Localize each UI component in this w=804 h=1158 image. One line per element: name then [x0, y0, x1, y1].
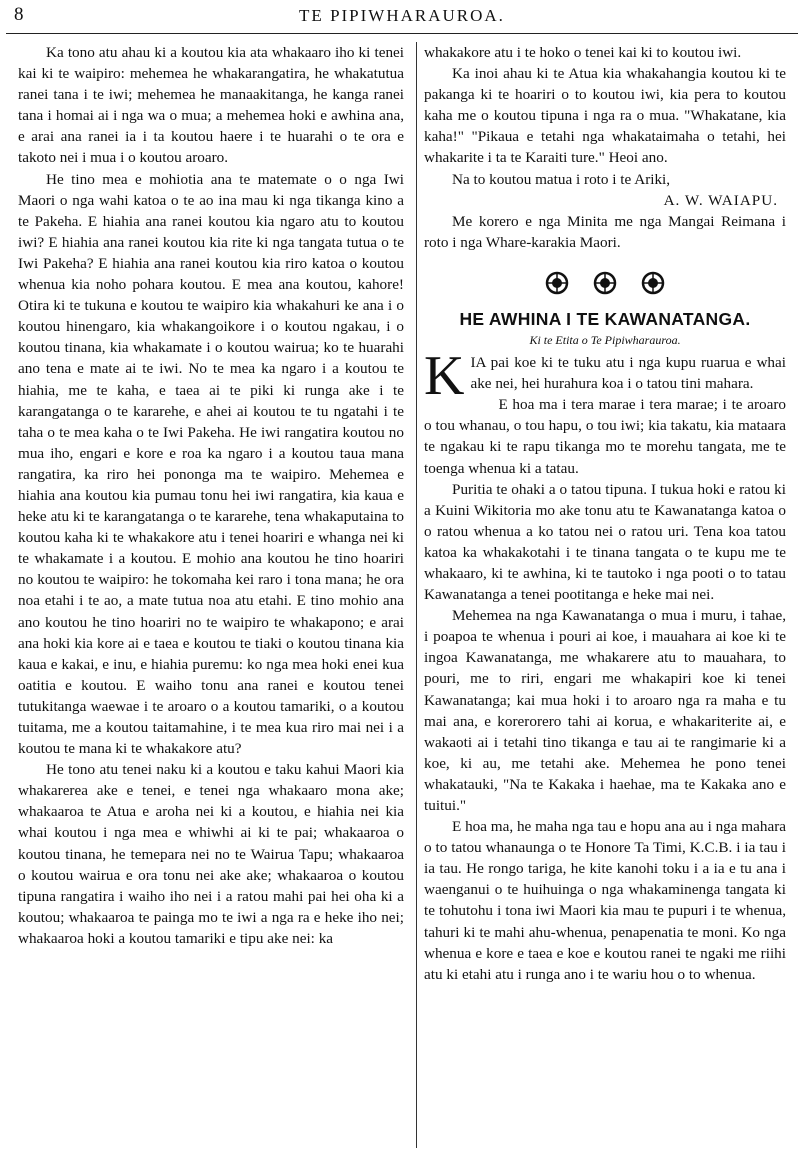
running-title: TE PIPIWHARAUROA. — [299, 6, 505, 25]
body-paragraph: Ka tono atu ahau ki a koutou kia ata whakaaro iho ki tenei kai ki te waipiro: mehemea he whakarangatira, he whakatutua ranei tana i te iwi; mehemea he manaakitanga, he kanga ranei tana i homai ai i nga wa o mua; a mehemea hoki e awhina ana, e arai ana ranei ia i ta koutou haere i te huarahi o te ora e takoto nei i mua i o koutou aroaro. — [18, 44, 404, 167]
article-paragraph: E hoa ma, he maha nga tau e hopu ana au i nga mahara o to tatou whanaunga o te Honore Ta Timi, K.C.B. i ia tau i ia tau. He rongo tariga, he kite kanohi toku i a ia e tu ana i waenganui o te huihuinga o nga whakaminenga tangata ki te tohutohu i tona iwi Maori kia mau te pupuri i te whenua, tahuri ki te mahi ahu-whenua, penapenatia te moni. Ko nga whenua e kore e taea e koe e koutou ranei te ngaki me riihi atu ki etahi atu i runga ano i te wariu hou o to whenua. — [424, 818, 786, 983]
body-paragraph: He tino mea e mohiotia ana te matemate o o nga Iwi Maori o nga wahi katoa o te ao ina mau ki nga tikanga kino a te Pakeha. E hiahia ana ranei koutou kia ngaro atu to koutou iwi? E hiahia ana ranei koutou kia rite ki nga tangata tutua o te Iwi Pakeha? E hiahia ana ranei koutou kia riro katoa o koutou whenua kia noho pohara koutou. E mea ana koutou, kahore! Otira ki te tukuna e koutou te waipiro kia whakahuri ke ana i o koutou hinengaro, kia whakangoikore i o koutou ngakau, i o koutou tinana, kia whakamate i o koutou wairua; ko te huarahi ano tena e mate ai te iwi. No te mea ka ngaro i a koutou te hiahia, me te kaha, e taea ai te piki ki runga ake i te karangatanga o te kararehe, e ahei ai koutou te tu ngatahi i te taha o te mea kaha o te Iwi Pakeha. He iwi rangatira koutou no mua iho, engari e kore e roa ka ngaro i a koutou taua mana rangatira, ka riro hei pononga ma te waipiro. Mehemea e hiahia ana koutou kia pumau tonu hei iwi rangatira, kia kaua e heke atu ki te karangatanga o te kararehe, tena whakaputaina to koutou kaha ki te whakakore atu i tenei hoariri e whanga nei ki te whakamate i a koutou. E mohio ana koutou he tino hoariri no koutou te waipiro: he tokomaha kei raro i tona mana; he ora noa etahi i te ao, a mate tutua noa atu etahi. E tino mohio ana ano koutou he tino hoariri no te waipiro te whakapono; e arai ana hoki kia kore ai e taea e koutou te tiaki o koutou tinana kia kaua e kakai, e inu, e hiahia puremu: ko nga mea hoki enei kua oatitia e koutou. E waiho tonu ana ranei e koutou tenei tutukitanga waewae i te aroaro o a koutou tamariki, o a koutou tuitama, me a koutou taitamahine, i te mea kua riro mai nei i a koutou te mana ki te whakakore atu? — [18, 170, 404, 758]
body-paragraph: He tono atu tenei naku ki a koutou e taku kahui Maori kia whakarerea ake e tenei, e tenei nga whakaaro mona ake; whakaaroa te Atua e aroha nei ki a koutou, e hiahia nei kia whai koutou i nga mea e whiwhi ai ki te pai; whakaaroa o koutou tinana, he temepara nei no te Wairua Tapu; whakaaroa o koutou wairua e ora tonu nei ake ake; whakaaroa o koutou tipuna rangatira i waiho iho nei i a ratou mahi pai hei oha ki a koutou; whakaaroa te painga mo te iwi a nga ra e heke iho nei; whakaaroa hoki a koutou tamariki e tipu ake nei: ka — [18, 761, 404, 947]
article-paragraph: E hoa ma i tera marae i tera marae; i te aroaro o tou whanau, o tou hapu, o tou iwi; kia takatu, kia mataara te ngakau ki te rapu tikanga mo te morehu tangata, me te toenga whenua ki a tatau. — [424, 396, 786, 477]
article-paragraph: Mehemea na nga Kawanatanga o mua i muru, i tahae, i poapoa te whenua i pouri ai koe, i mauahara ai koe ki te ingoa Kawanatanga, me whakarere atu to mauahara, to pouri, me to riri, engari me whakapiri koe ki tenei Kawanatanga; kai mua hoki i to aroaro nga ra maha e tu mai ana, e korerorero tahi ai korua, e whakariterite ai, e wakaoti ai i tetahi tino tikanga e tau ai te rangimarie ki a koe, ki au, me tetahi ake. Mehemea he pono tenei whakatauki, "Na te Kakaka i haehae, ma te Kakaka ano e tuitui." — [424, 607, 786, 814]
page-number: 8 — [14, 4, 24, 25]
column-divider — [416, 42, 417, 1148]
continued-paragraph: whakakore atu i te hoko o tenei kai ki to koutou iwi. — [424, 44, 742, 61]
signature: A. W. WAIAPU. — [663, 191, 778, 209]
article-subhead: Ki te Etita o Te Pipiwharauroa. — [529, 333, 681, 348]
ornament-row — [424, 271, 786, 295]
drop-cap: K — [424, 345, 465, 408]
right-column — [424, 42, 786, 985]
closing-line: Na to koutou matua i roto i te Ariki, — [452, 170, 671, 188]
fern-ornament-icon — [641, 271, 665, 295]
header-rule — [6, 33, 798, 34]
article-first-paragraph — [424, 345, 786, 408]
left-column — [18, 42, 404, 949]
article-paragraph: Puritia te ohaki a o tatou tipuna. I tukua hoki e ratou ki a Kuini Wikitoria mo ake tonu atu te Kawanatanga katoa o o ratou whenua a ko tatou nei o ratou uri. Tena koa tatou katoa ka whakakotahi i te tinana tangata o te kupu me te whakaaro, ki te awhina, ki te tautoko i nga pooti o to tatau Kawanatanga a tenei pootitanga e heke mai nei. — [424, 480, 786, 604]
fern-ornament-icon — [593, 271, 617, 295]
article-headline: HE AWHINA I TE KAWANATANGA. — [459, 308, 751, 329]
first-paragraph-text: IA pai koe ki te tuku atu i nga kupu ruarua e whai ake nei, hei hurahura koa i o tatou tini mahara. — [470, 354, 786, 393]
body-paragraph: Ka inoi ahau ki te Atua kia whakahangia koutou ki te pakanga ki te hoariri o to koutou iwi, kia pera to koutou kaha me o koutou tipuna i nga ra o mua. "Whakatane, kia kaha!" "Pikaua e tetahi nga whakataimaha o tetahi, hei whakarite i ta te Karaiti ture." Heoi ano. — [424, 65, 786, 167]
fern-ornament-icon — [545, 271, 569, 295]
notice-paragraph: Me korero e nga Minita me nga Mangai Reimana i roto i nga Whare-karakia Maori. — [424, 212, 786, 251]
